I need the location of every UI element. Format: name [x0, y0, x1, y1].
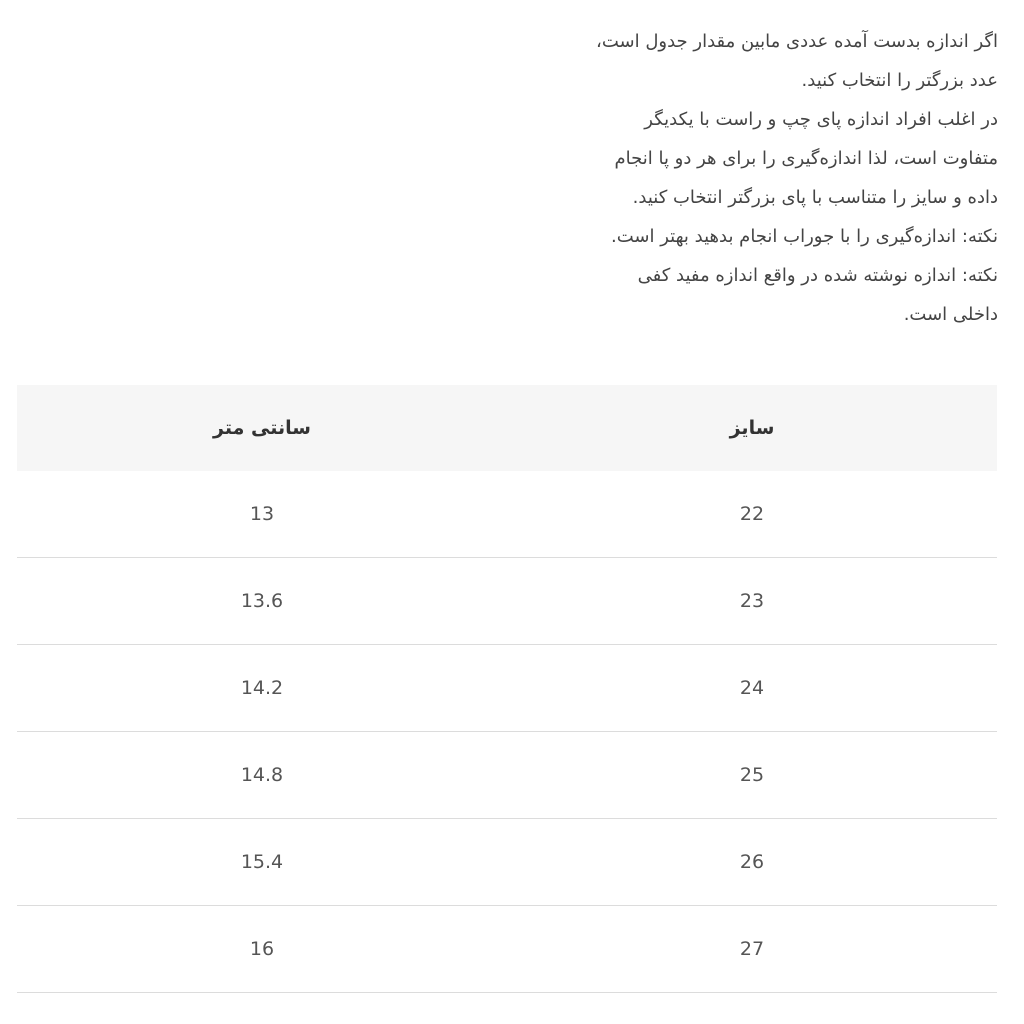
table-row — [17, 471, 997, 558]
size-guide-notes — [568, 22, 998, 334]
note-line: نکته: اندازه نوشته شده در واقع اندازه مفید کفی — [637, 265, 998, 286]
note-line: عدد بزرگتر را انتخاب کنید. — [801, 70, 998, 91]
size-chart-table — [17, 385, 997, 993]
table-body — [17, 471, 997, 993]
cell-size: 22 — [507, 471, 997, 558]
header-centimeter: سانتی متر — [17, 385, 507, 471]
cell-centimeter: 16 — [17, 906, 507, 993]
cell-centimeter: 15.4 — [17, 819, 507, 906]
cell-centimeter: 14.2 — [17, 645, 507, 732]
cell-size: 24 — [507, 645, 997, 732]
table-row — [17, 819, 997, 906]
table-header — [17, 385, 997, 471]
table-header-row — [17, 385, 997, 471]
table-row — [17, 906, 997, 993]
table-row — [17, 645, 997, 732]
note-line: اگر اندازه بدست آمده عددی مابین مقدار جدول است، — [596, 31, 998, 52]
note-line: در اغلب افراد اندازه پای چپ و راست با یکدیگر — [644, 109, 998, 130]
cell-centimeter: 14.8 — [17, 732, 507, 819]
note-line: نکته: اندازه‌گیری را با جوراب انجام بدهید بهتر است. — [611, 226, 998, 247]
table-row — [17, 732, 997, 819]
cell-size: 25 — [507, 732, 997, 819]
cell-centimeter: 13.6 — [17, 558, 507, 645]
header-size: سایز — [507, 385, 997, 471]
cell-size: 23 — [507, 558, 997, 645]
table-row — [17, 558, 997, 645]
note-line: متفاوت است، لذا اندازه‌گیری را برای هر دو پا انجام — [614, 148, 998, 169]
note-line: داخلی است. — [903, 304, 998, 325]
cell-centimeter: 13 — [17, 471, 507, 558]
note-line: داده و سایز را متناسب با پای بزرگتر انتخاب کنید. — [632, 187, 998, 208]
cell-size: 26 — [507, 819, 997, 906]
cell-size: 27 — [507, 906, 997, 993]
